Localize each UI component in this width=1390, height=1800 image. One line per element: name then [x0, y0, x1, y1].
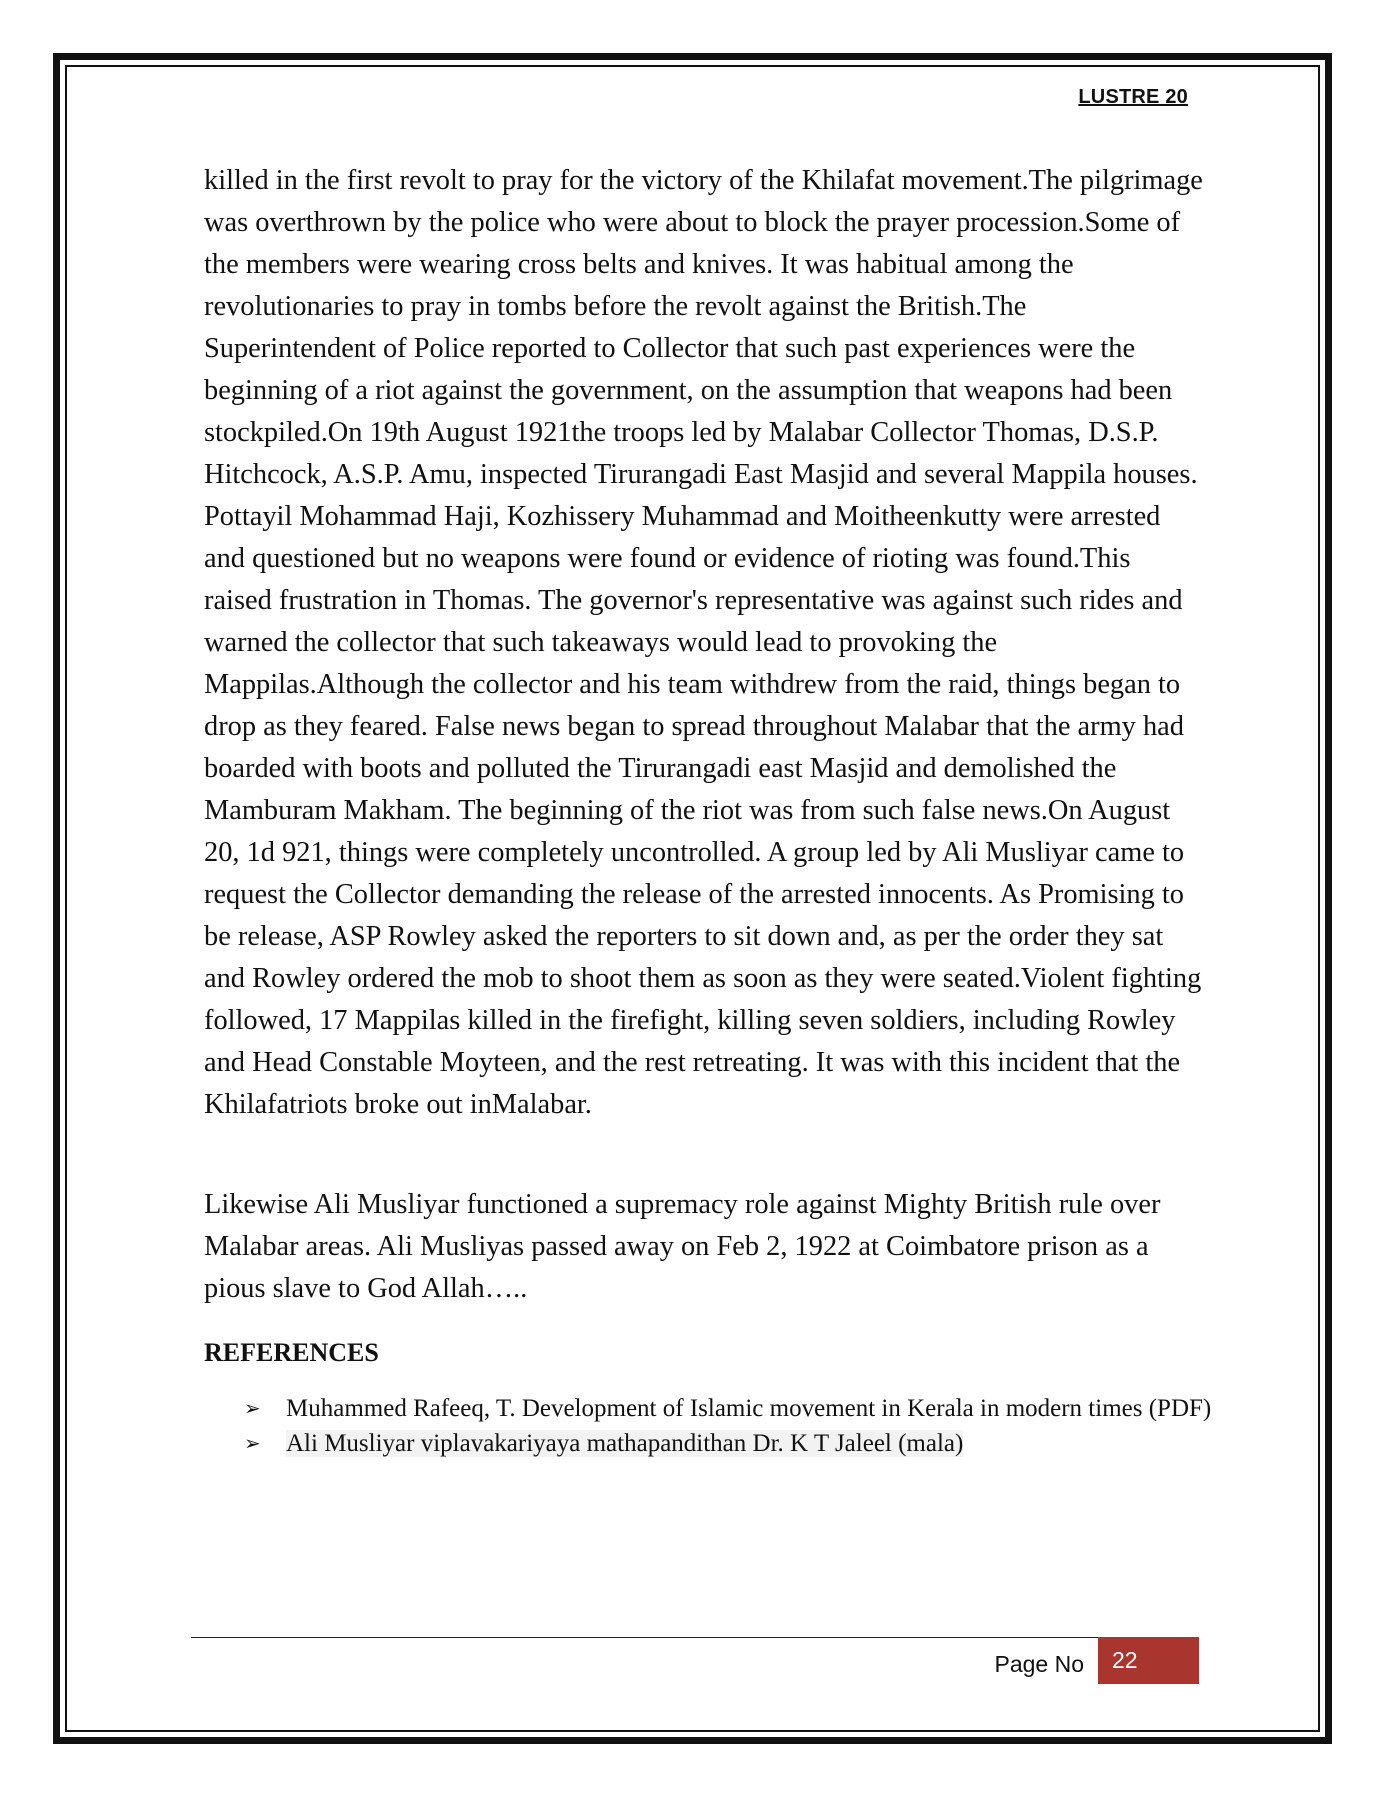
running-header: LUSTRE 20	[1078, 86, 1188, 108]
page-number-badge: 22	[1098, 1637, 1199, 1684]
references-list	[204, 1392, 1212, 1460]
main-content	[204, 160, 1212, 1462]
page-number-label: Page No	[994, 1651, 1084, 1677]
arrow-bullet-icon: ➢	[244, 1431, 261, 1455]
footer-divider	[191, 1637, 1098, 1638]
reference-item	[204, 1427, 1226, 1460]
references-heading: REFERENCES	[204, 1338, 379, 1367]
body-paragraph-2: Likewise Ali Musliyar functioned a supremacy role against Mighty British rule over Malabar areas. Ali Musliyas passed away on Feb 2, 1922 at Coimbatore prison as a pious slave to God Allah…..	[204, 1189, 1161, 1304]
reference-text: Muhammed Rafeeq, T. Development of Islamic movement in Kerala in modern times (PDF)	[286, 1395, 1212, 1422]
reference-item	[204, 1392, 1226, 1425]
body-paragraph-1: killed in the first revolt to pray for the victory of the Khilafat movement.The pilgrimage was overthrown by the police who were about to block the prayer procession.Some of the members were wearing cross belts and knives. It was habitual among the revolutionaries to pray in tombs before the revolt against the British.The Superintendent of Police reported to Collector that such past experiences were the beginning of a riot against the government, on the assumption that weapons had been stockpiled.On 19th August 1921the troops led by Malabar Collector Thomas, D.S.P. Hitchcock, A.S.P. Amu, inspected Tirurangadi East Masjid and several Mappila houses. Pottayil Mohammad Haji, Kozhissery Muhammad and Moitheenkutty were arrested and questioned but no weapons were found or evidence of rioting was found.This raised frustration in Thomas. The governor's representative was against such rides and warned the collector that such takeaways would lead to provoking the Mappilas.Although the collector and his team withdrew from the raid, things began to drop as they feared. False news began to spread throughout Malabar that the army had boarded with boots and polluted the Tirurangadi east Masjid and demolished the Mamburam Makham. The beginning of the riot was from such false news.On August 20, 1d 921, things were completely uncontrolled. A group led by Ali Musliyar came to request the Collector demanding the release of the arrested innocents. As Promising to be release, ASP Rowley asked the reporters to sit down and, as per the order they sat and Rowley ordered the mob to shoot them as soon as they were seated.Violent fighting followed, 17 Mappilas killed in the firefight, killing seven soldiers, including Rowley and Head Constable Moyteen, and the rest retreating. It was with this incident that the Khilafatriots broke out inMalabar.	[204, 165, 1203, 1120]
reference-text: Ali Musliyar viplavakariyaya mathapandithan Dr. K T Jaleel (mala)	[286, 1430, 964, 1457]
arrow-bullet-icon: ➢	[244, 1396, 261, 1420]
